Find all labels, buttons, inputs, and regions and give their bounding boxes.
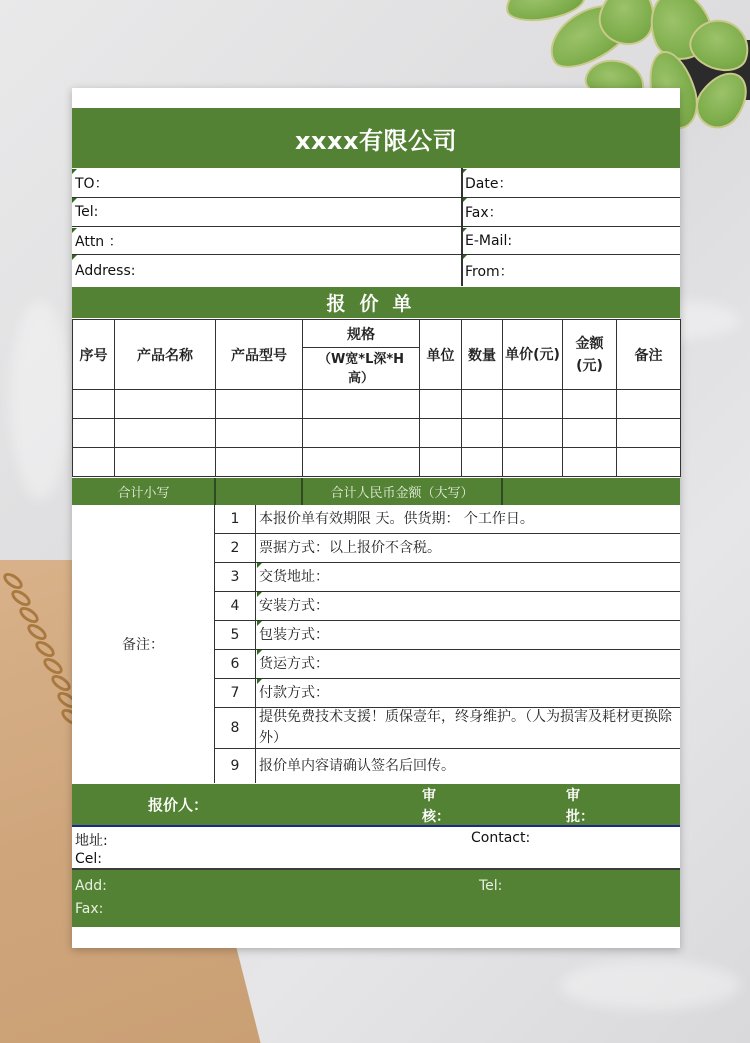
- note-number: 1: [215, 505, 256, 533]
- note-number: 5: [215, 621, 256, 649]
- company-title: xxxx有限公司: [72, 108, 680, 168]
- cell-amount[interactable]: [563, 448, 617, 477]
- address-field-label[interactable]: Address:: [75, 263, 136, 279]
- cell-unit[interactable]: [420, 448, 462, 477]
- note-text[interactable]: 报价单内容请确认签名后回传。: [259, 757, 455, 774]
- cell-quantity[interactable]: [462, 448, 503, 477]
- header-amount: 金额(元): [563, 320, 617, 390]
- note-number: 7: [215, 679, 256, 707]
- info-row-tel: [72, 198, 680, 227]
- header-product-model: 产品型号: [216, 320, 303, 390]
- cell-unit[interactable]: [420, 419, 462, 448]
- quotation-sheet: [72, 88, 680, 948]
- contact-address-label: 地址:: [75, 833, 108, 849]
- footer-bar: [72, 870, 680, 927]
- signature-row: [72, 784, 680, 827]
- contact-row: [72, 827, 680, 870]
- cell-spec[interactable]: [303, 419, 420, 448]
- note-item: [215, 592, 680, 621]
- reviewer-label-top: 审: [422, 788, 436, 804]
- marble-vein: [560, 960, 740, 1010]
- note-item: [215, 679, 680, 708]
- cell-remark[interactable]: [617, 390, 681, 419]
- approver-label-bottom: 批：: [566, 809, 594, 825]
- cell-unit-price[interactable]: [503, 419, 563, 448]
- info-column-divider: [461, 168, 463, 286]
- tel-field-label[interactable]: Tel:: [75, 204, 99, 220]
- note-text[interactable]: 票据方式：以上报价不含税。: [259, 539, 441, 556]
- totals-row: [72, 478, 680, 505]
- cell-index[interactable]: [73, 448, 115, 477]
- from-field-label[interactable]: From：: [465, 264, 514, 280]
- note-number: 3: [215, 563, 256, 591]
- subtotal-value[interactable]: [215, 478, 302, 505]
- approver-label[interactable]: [566, 786, 594, 828]
- contact-person-label: Contact:: [471, 830, 531, 846]
- cell-unit-price[interactable]: [503, 390, 563, 419]
- cell-quantity[interactable]: [462, 419, 503, 448]
- header-spec-detail: （W宽*L深*H高）: [303, 348, 420, 390]
- footer-add-label: Add:: [75, 878, 107, 894]
- table-header-row: [73, 320, 681, 348]
- cell-spec[interactable]: [303, 448, 420, 477]
- note-number: 4: [215, 592, 256, 620]
- note-item: [215, 505, 680, 534]
- note-text[interactable]: 安装方式：: [259, 597, 329, 614]
- note-number: 6: [215, 650, 256, 678]
- note-item: [215, 708, 680, 749]
- reviewer-label[interactable]: [422, 786, 450, 828]
- footer-fax-label: Fax:: [75, 901, 104, 917]
- notes-section: [72, 505, 680, 783]
- cell-product-model[interactable]: [216, 419, 303, 448]
- header-spec: 规格: [303, 320, 420, 348]
- info-row-to: [72, 169, 680, 198]
- note-number: 2: [215, 534, 256, 562]
- marble-vein: [10, 300, 70, 500]
- cell-remark[interactable]: [617, 419, 681, 448]
- footer-tel-label: Tel:: [479, 878, 503, 894]
- cell-product-model[interactable]: [216, 390, 303, 419]
- quoter-label[interactable]: 报价人：: [148, 796, 209, 814]
- header-remark: 备注: [617, 320, 681, 390]
- attn-field-label[interactable]: Attn ：: [75, 234, 123, 250]
- table-row: [73, 390, 681, 419]
- note-item: [215, 749, 680, 783]
- email-field-label[interactable]: E-Mail:: [465, 233, 513, 249]
- cell-amount[interactable]: [563, 390, 617, 419]
- cell-index[interactable]: [73, 390, 115, 419]
- note-item: [215, 621, 680, 650]
- table-row: [73, 419, 681, 448]
- note-item: [215, 563, 680, 592]
- header-quantity: 数量: [462, 320, 503, 390]
- header-unit: 单位: [420, 320, 462, 390]
- note-item: [215, 534, 680, 563]
- header-unit-price: 单价(元): [503, 320, 563, 390]
- date-field-label[interactable]: Date：: [465, 176, 513, 192]
- cell-unit[interactable]: [420, 390, 462, 419]
- info-row-attn: [72, 228, 680, 255]
- note-text[interactable]: 包装方式：: [259, 626, 329, 643]
- to-field-label[interactable]: TO：: [75, 176, 109, 192]
- cell-quantity[interactable]: [462, 390, 503, 419]
- header-index: 序号: [73, 320, 115, 390]
- cell-product-name[interactable]: [115, 390, 216, 419]
- info-row-address: [72, 255, 680, 287]
- cell-product-name[interactable]: [115, 419, 216, 448]
- note-item: [215, 650, 680, 679]
- reviewer-label-bottom: 核：: [422, 809, 450, 825]
- notes-label: 备注：: [72, 505, 215, 783]
- cell-product-model[interactable]: [216, 448, 303, 477]
- note-number: 9: [215, 749, 256, 783]
- cell-product-name[interactable]: [115, 448, 216, 477]
- note-text[interactable]: 交货地址：: [259, 568, 329, 585]
- note-number: 8: [215, 708, 256, 748]
- note-text[interactable]: 货运方式：: [259, 655, 329, 672]
- cell-amount[interactable]: [563, 419, 617, 448]
- note-text[interactable]: 付款方式：: [259, 684, 329, 701]
- product-table: [72, 319, 681, 477]
- cell-unit-price[interactable]: [503, 448, 563, 477]
- section-title: 报价单: [72, 287, 680, 318]
- rmb-total-value[interactable]: [502, 478, 680, 505]
- note-text[interactable]: 提供免费技术支援！质保壹年，终身维护。（人为损害及耗材更换除外）: [259, 709, 672, 746]
- subtotal-label: 合计小写: [117, 486, 170, 501]
- table-row: [73, 448, 681, 477]
- cell-spec[interactable]: [303, 390, 420, 419]
- contact-cel-label: Cel:: [75, 851, 102, 867]
- cell-index[interactable]: [73, 419, 115, 448]
- approver-label-top: 审: [566, 788, 580, 804]
- header-product-name: 产品名称: [115, 320, 216, 390]
- fax-field-label[interactable]: Fax：: [465, 205, 503, 221]
- rmb-total-label: 合计人民币金额（大写）: [330, 486, 474, 501]
- note-text[interactable]: 本报价单有效期限 天。供货期： 个工作日。: [259, 510, 534, 527]
- cell-remark[interactable]: [617, 448, 681, 477]
